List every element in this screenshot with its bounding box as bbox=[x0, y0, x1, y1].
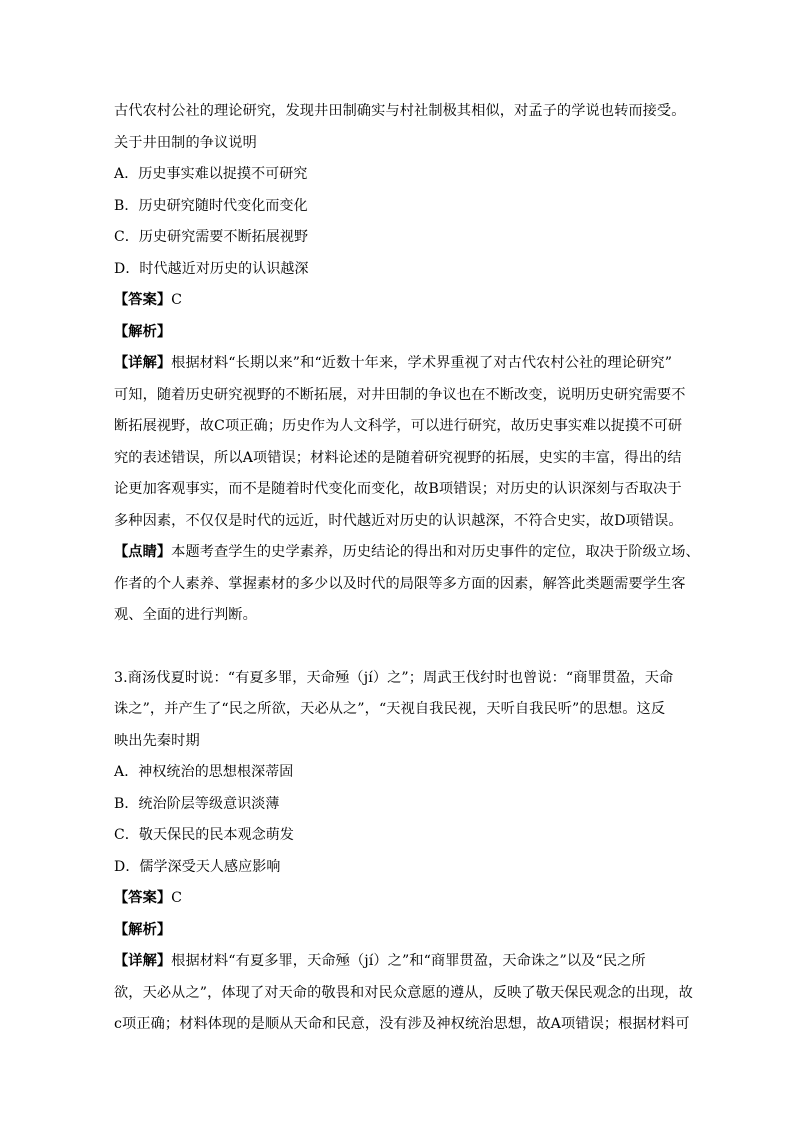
q2-detail-line-5: 论更加客观事实，而不是随着时代变化而变化，故B项错误；对历史的认识深刻与否取决于 bbox=[114, 481, 682, 497]
q3-detail-line-3: c项正确；材料体现的是顺从天命和民意，没有涉及神权统治思想，故A项错误；根据材料可 bbox=[114, 1016, 690, 1032]
q3-stem-line-1: 3.商汤伐夏时说：“有夏多罪，天命殛（jí）之”；周武王伐纣时也曾说：“商罪贯盈，天命 bbox=[114, 669, 674, 686]
q3-analysis-label: 【解析】 bbox=[114, 921, 172, 938]
q2-detail-line-6: 多种因素，不仅仅是时代的远近，时代越近对历史的认识越深，不符合史实，故D项错误。 bbox=[114, 512, 683, 529]
q2-point-line-1 bbox=[114, 537, 700, 569]
q2-option-a: A．历史事实难以捉摸不可研究 bbox=[114, 166, 308, 182]
q3-answer bbox=[114, 883, 686, 915]
q3-detail-line-1 bbox=[114, 946, 686, 978]
q2-option-c: C．历史研究需要不断拓展视野 bbox=[114, 229, 309, 245]
q2-detail-line-1 bbox=[114, 348, 686, 380]
q2-option-b: B．历史研究随时代变化而变化 bbox=[114, 197, 308, 214]
q2-detail-text-1: 根据材料“长期以来”和“近数十年来，学术界重视了对古代农村公社的理论研究” bbox=[171, 355, 673, 371]
q3-option-a: A．神权统治的思想根深蒂固 bbox=[114, 764, 294, 780]
q3-answer-value: C bbox=[171, 890, 183, 906]
q3-stem-line-2: 诛之”，并产生了“民之所欲，天必从之”，“天视自我民视，天听自我民听”的思想。这反 bbox=[114, 701, 666, 717]
q2-option-d: D．时代越近对历史的认识越深 bbox=[114, 260, 309, 277]
q2-point-text-1: 本题考查学生的史学素养，历史结论的得出和对历史事件的定位，取决于阶级立场、 bbox=[171, 544, 700, 560]
q3-answer-label: 【答案】 bbox=[114, 890, 172, 906]
q2-answer bbox=[114, 285, 686, 317]
q2-analysis-label: 【解析】 bbox=[114, 323, 172, 340]
q2-point-label: 【点睛】 bbox=[114, 544, 172, 560]
q3-detail-line-2: 欲，天必从之”，体现了对天命的敬畏和对民众意愿的遵从，反映了敬天保民观念的出现，故 bbox=[114, 984, 693, 1001]
q3-detail-label: 【详解】 bbox=[114, 953, 172, 969]
q3-option-d: D．儒学深受天人感应影响 bbox=[114, 858, 281, 875]
q2-detail-line-3: 断拓展视野，故C项正确；历史作为人文科学，可以进行研究，故历史事实难以捉摸不可研 bbox=[114, 418, 683, 434]
q3-stem-line-3: 映出先秦时期 bbox=[114, 732, 200, 749]
q3-option-c: C．敬天保民的民本观念萌发 bbox=[114, 827, 295, 843]
q3-detail-text-1: 根据材料“有夏多罪，天命殛（jí）之”和“商罪贯盈，天命诛之”以及“民之所 bbox=[171, 953, 646, 969]
q2-stem-line-1: 古代农村公社的理论研究，发现井田制确实与村社制极其相似，对孟子的学说也转而接受。 bbox=[114, 103, 686, 119]
q2-point-line-3: 观、全面的进行判断。 bbox=[114, 607, 257, 623]
q3-option-b: B．统治阶层等级意识淡薄 bbox=[114, 795, 280, 812]
q2-analysis bbox=[114, 317, 686, 349]
q2-detail-label: 【详解】 bbox=[114, 355, 172, 371]
document-page bbox=[114, 96, 700, 1041]
q2-answer-label: 【答案】 bbox=[114, 292, 172, 308]
q2-detail-line-2: 可知，随着历史研究视野的不断拓展，对井田制的争议也在不断改变，说明历史研究需要不 bbox=[114, 386, 686, 403]
q3-analysis bbox=[114, 915, 686, 947]
question-spacer bbox=[114, 632, 686, 663]
q2-stem-line-2: 关于井田制的争议说明 bbox=[114, 134, 257, 151]
q2-detail-line-4: 究的表述错误，所以A项错误；材料论述的是随着研究视野的拓展，史实的丰富，得出的结 bbox=[114, 449, 682, 466]
q2-point-line-2: 作者的个人素养、掌握素材的多少以及时代的局限等多方面的因素，解答此类题需要学生客 bbox=[114, 575, 686, 592]
q2-answer-value: C bbox=[171, 292, 183, 308]
